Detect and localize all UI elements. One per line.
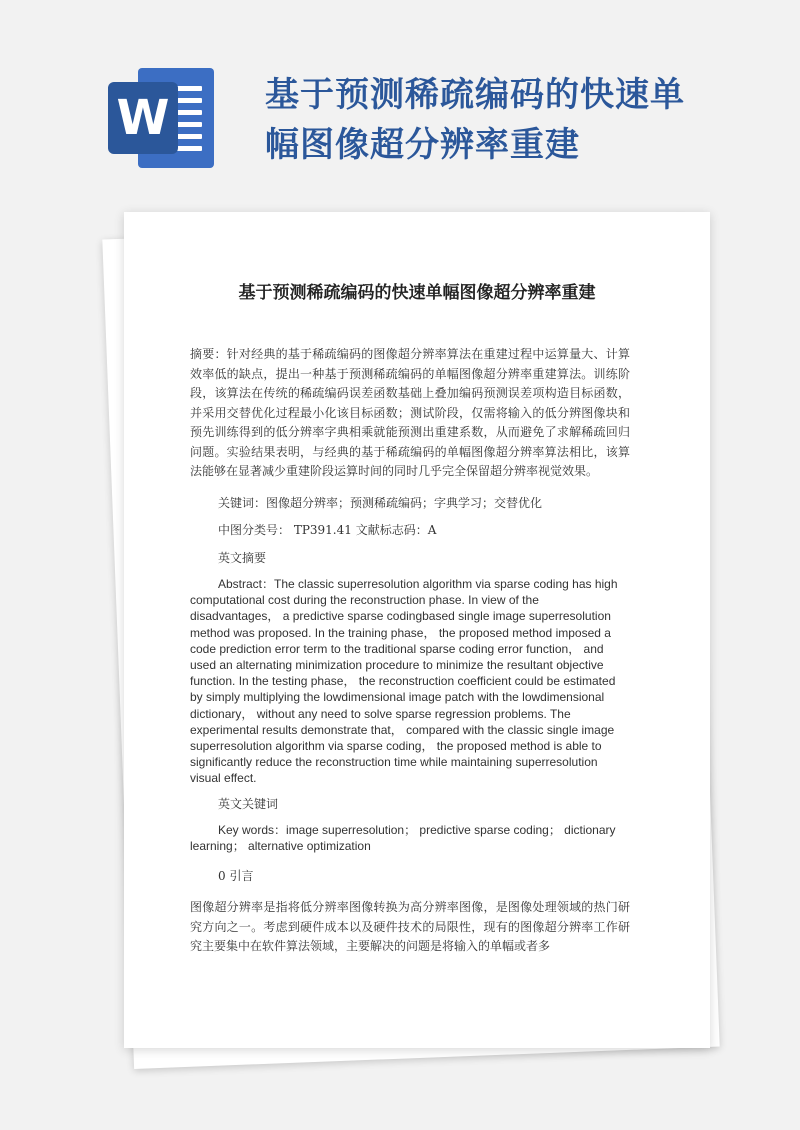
en-abstract-heading: 英文摘要 (218, 550, 267, 565)
header-title: 基于预测稀疏编码的快速单幅图像超分辨率重建 (265, 75, 685, 165)
en-keywords-heading: 英文关键词 (218, 796, 279, 811)
document-title: 基于预测稀疏编码的快速单幅图像超分辨率重建 (238, 283, 596, 303)
keywords-en: Key words：image superresolution； predictive sparse coding； dictionary learning； alternative optimization (190, 823, 616, 854)
classification-line: 中图分类号： TP391.41 文献标志码：A (218, 523, 437, 537)
intro-paragraph: 图像超分辨率是指将低分辨率图像转换为高分辨率图像，是图像处理领域的热门研究方向之一。考虑到硬件成本以及硬件技术的局限性，现有的图像超分辨率工作研究主要集中在软件算法领域，主要解决的问题是将输入的单幅或者多 (190, 900, 630, 954)
abstract-en: Abstract：The classic superresolution algorithm via sparse coding has high computational cost during the reconstruction phase. In view of the disadvantages， a predictive sparse codingbased single image superresolution method was proposed. In the training phase， the proposed method imposed a code prediction error term to the traditional sparse coding error function， and used an alternating minimization procedure to minimize the resultant objective function. In the testing phase， the reconstruction coefficient could be estimated by simply multiplying the lowdimensional image patch with the lowdimensional dictionary， without any need to solve sparse regression problems. The experimental results demonstrate that， compared with the classic single image superresolution algorithm via sparse coding， the proposed method is able to significantly reduce the reconstruction time while maintaining superresolution visual effect. (190, 577, 618, 786)
keywords-cn: 关键词：图像超分辨率；预测稀疏编码；字典学习；交替优化 (218, 495, 543, 510)
abstract-cn: 摘要：针对经典的基于稀疏编码的图像超分辨率算法在重建过程中运算量大、计算效率低的缺点，提出一种基于预测稀疏编码的单幅图像超分辨率重建算法。训练阶段，该算法在传统的稀疏编码误差函数基础上叠加编码预测误差项构造目标函数，并采用交替优化过程最小化该目标函数；测试阶段，仅需将输入的低分辨图像块和预先训练得到的低分辨率字典相乘就能预测出重建系数，从而避免了求解稀疏回归问题。实验结果表明，与经典的基于稀疏编码的单幅图像超分辨率算法相比，该算法能够在显著减少重建阶段运算时间的同时几乎完全保留超分辨率视觉效果。 (190, 347, 630, 478)
word-icon-badge: W (108, 82, 178, 154)
document-body (190, 345, 630, 957)
document-sheet (124, 212, 710, 1048)
section-heading: 0 引言 (218, 868, 254, 883)
word-document-icon (108, 68, 214, 168)
